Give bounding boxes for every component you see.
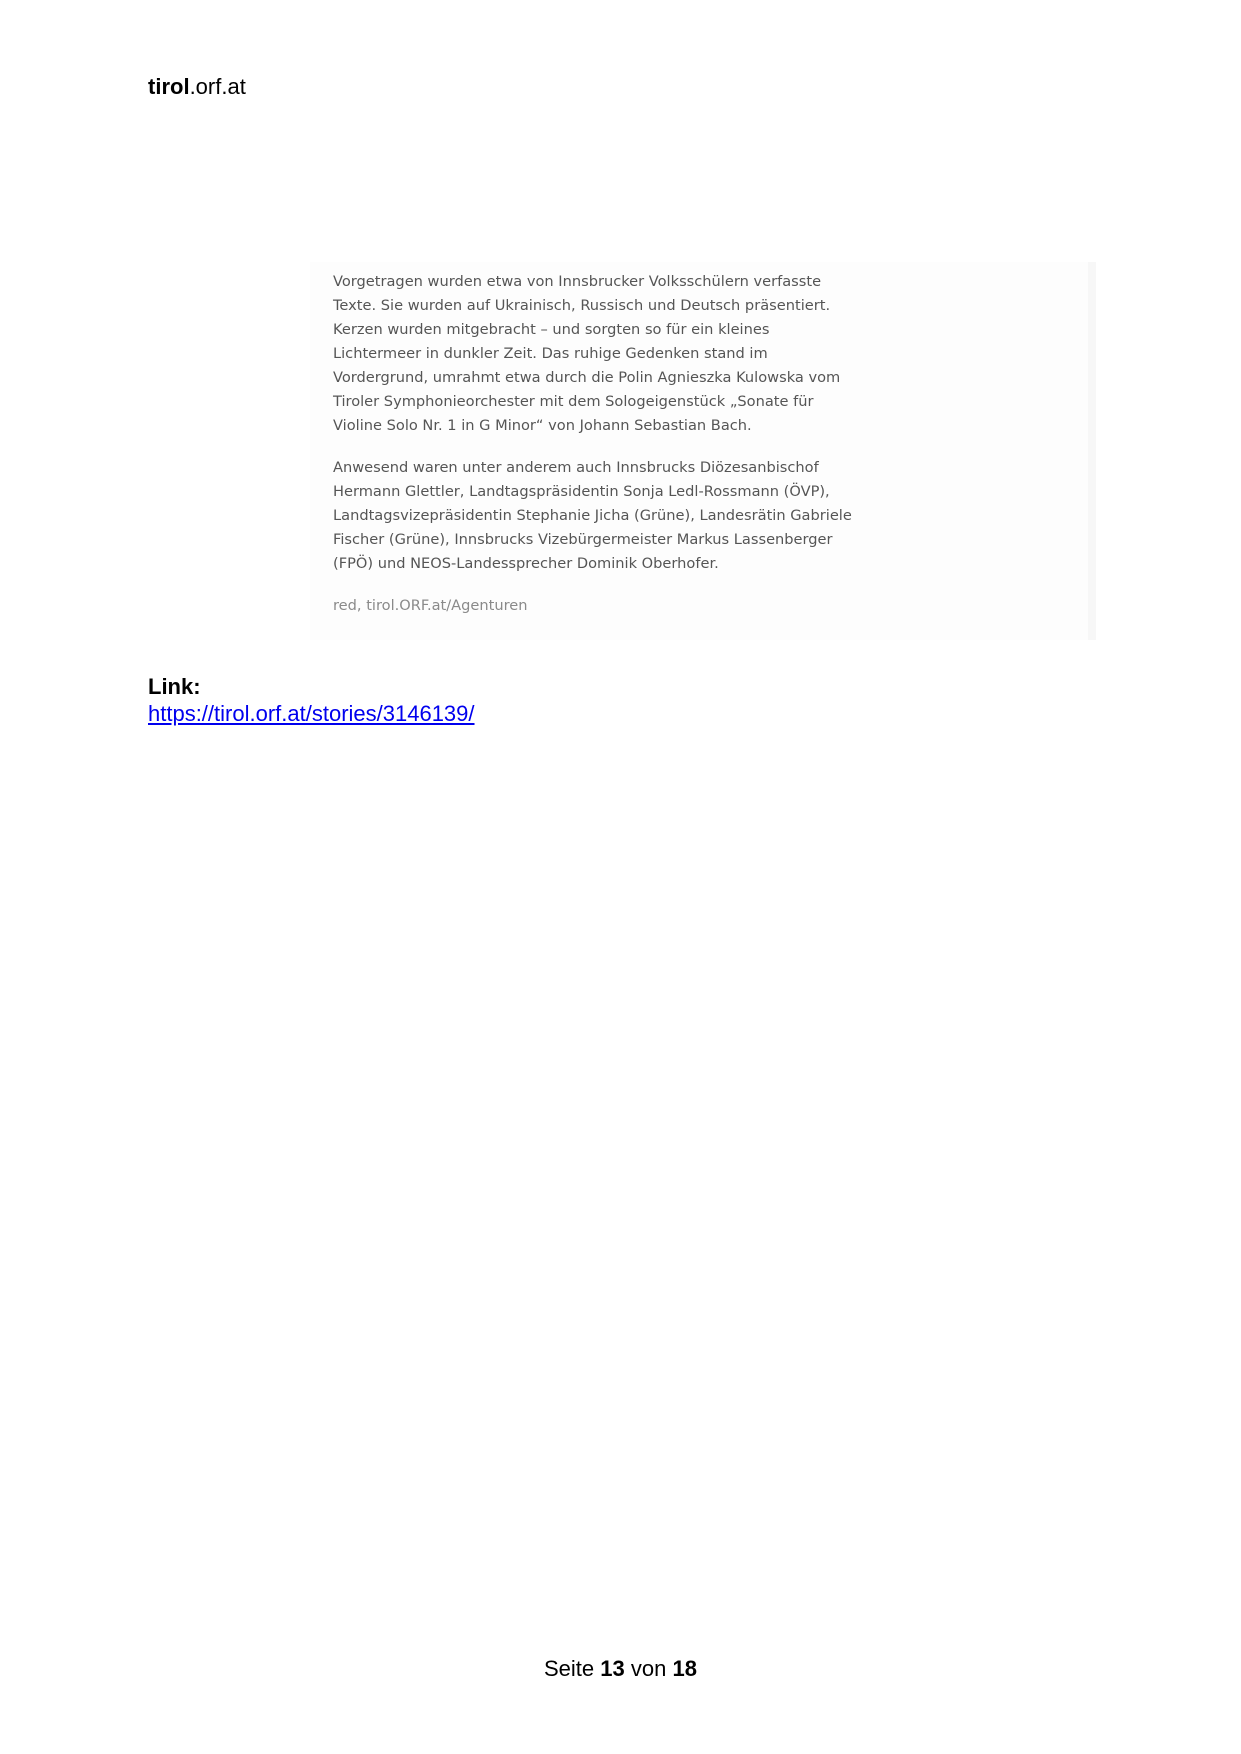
article-clipping [310, 262, 1096, 640]
clipping-source: red, tirol.ORF.at/Agenturen [333, 597, 528, 614]
footer-total-pages: 18 [672, 1656, 697, 1681]
footer-separator: von [630, 1656, 667, 1681]
brand-name-bold: tirol [148, 74, 190, 99]
clipping-body [333, 270, 933, 636]
clipping-paragraph-1: Vorgetragen wurden etwa von Innsbrucker Volksschülern verfasste Texte. Sie wurden auf Ukrainisch, Russisch und Deutsch präsentiert. Kerzen wurden mitgebracht – und sorgten so für ein kleines Lichtermeer in dunkler Zeit. Das ruhige Gedenken stand im Vordergrund, umrahmt etwa durch die Polin Agnieszka Kulowska vom Tiroler Symphonieorchester mit dem Sologeigenstück „Sonate für Violine Solo Nr. 1 in G Minor“ von Johann Sebastian Bach. [333, 273, 841, 434]
link-label: Link: [148, 674, 201, 699]
page-footer [0, 1655, 1241, 1683]
footer-current-page: 13 [600, 1656, 625, 1681]
clipping-edge [1088, 262, 1096, 640]
clipping-paragraph-2: Anwesend waren unter anderem auch Innsbrucks Diözesanbischof Hermann Glettler, Landtagspräsidentin Sonja Ledl-Rossmann (ÖVP), Landtagsvizepräsidentin Stephanie Jicha (Grüne), Landesrätin Gabriele Fischer (Grüne), Innsbrucks Vizebürgermeister Markus Lassenberger (FPÖ) und NEOS-Landessprecher Dominik Oberhofer. [333, 459, 852, 572]
brand-name-domain: .orf.at [189, 74, 246, 99]
footer-prefix: Seite [544, 1656, 595, 1681]
site-header [148, 72, 246, 102]
article-link[interactable]: https://tirol.orf.at/stories/3146139/ [148, 701, 475, 726]
